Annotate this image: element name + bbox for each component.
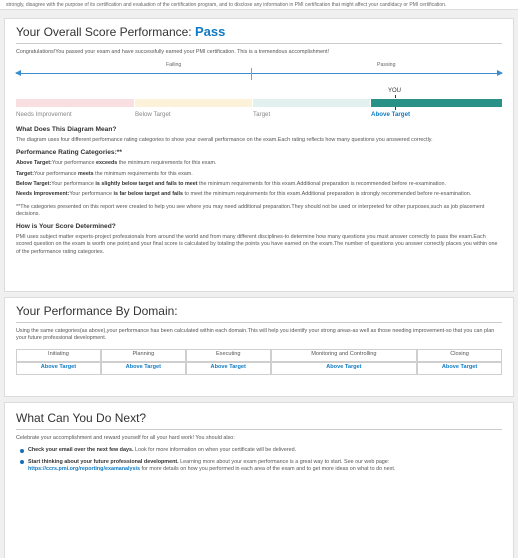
score-determined-heading: How is Your Score Determined? [16, 223, 116, 231]
domain-result: Above Target [16, 362, 101, 375]
rating-definition [16, 160, 502, 167]
score-diagram [16, 62, 502, 122]
domain-names-row [16, 349, 502, 362]
next-steps-list [16, 447, 502, 473]
bar-needs-improvement [16, 99, 134, 107]
domain-result: Above Target [101, 362, 186, 375]
pass-fail-divider [251, 68, 252, 80]
item-bold: Check your email over the next few days. [28, 447, 134, 454]
domain-name: Initiating [16, 349, 101, 362]
bar-above-target [371, 99, 502, 107]
rating-text: Your performance [51, 160, 96, 167]
rating-definitions [16, 160, 502, 198]
next-steps-heading: What Can You Do Next? [16, 411, 147, 425]
item-text: Look for more information on when your certificate will be delivered. [133, 447, 297, 454]
passing-label: Passing [377, 62, 396, 69]
overall-score-heading [16, 25, 502, 39]
rating-text: the minimum requirements for this exam.Additional preparation is recommended before re-examination. [197, 180, 446, 187]
categories-footnote: **The categories presented on this report were created to help you see where you may need additional preparation.They should not be used or interpreted for other purposes,such as job placement decisions. [16, 203, 485, 217]
heading-divider [16, 322, 502, 323]
next-steps-card [4, 402, 514, 558]
scale-arrow-line [16, 73, 502, 74]
result-pass: Pass [194, 24, 226, 39]
you-marker: YOU [388, 88, 402, 95]
item-text-after: for more details on how you performed in each area of the exam and to get more ideas on what to do next. [140, 465, 396, 472]
rating-definition [16, 171, 502, 178]
overall-score-title: Your Overall Score Performance: [16, 25, 192, 39]
rating-text: the minimum requirements for this exam. [93, 170, 193, 177]
rating-term: Target: [16, 170, 34, 177]
domain-name: Closing [417, 349, 502, 362]
domain-results-row [16, 362, 502, 375]
label-target: Target [253, 111, 271, 119]
rating-emphasis: meets [78, 170, 94, 177]
failing-label: Failing [166, 62, 182, 69]
rating-categories-heading: Performance Rating Categories:** [16, 149, 122, 157]
diagram-meaning-heading: What Does This Diagram Mean? [16, 126, 117, 134]
above-target-tick [395, 107, 396, 110]
diagram-meaning-text: The diagram uses four different performance rating categories to show your overall performance on the exam.Each rating reflects how many questions you answered correctly. [16, 137, 433, 144]
arrow-left-icon [15, 70, 21, 76]
domain-result: Above Target [186, 362, 271, 375]
rating-text: Your performance [33, 170, 79, 177]
exam-analysis-link[interactable]: https://ccrs.pmi.org/reporting/examanalysis [28, 465, 141, 472]
rating-emphasis: is far below target and fails [113, 191, 183, 198]
rating-emphasis: exceeds [96, 160, 118, 167]
domain-result: Above Target [271, 362, 417, 375]
next-steps-intro: Celebrate your accomplishment and reward yourself for all your hard work! You should also: [16, 435, 235, 441]
item-text: Learning more about your exam performance is a great way to start. See our web page: [178, 458, 390, 465]
rating-emphasis: is slightly below target and fails to meet [95, 180, 198, 187]
rating-term: Below Target: [16, 180, 52, 187]
domain-table [16, 349, 502, 375]
rating-definition [16, 191, 502, 198]
rating-text: Your performance [51, 180, 96, 187]
rating-text: to meet the minimum requirements for this exam.Additional preparation is strongly recommended before re-examination. [182, 191, 472, 198]
domain-name: Planning [101, 349, 186, 362]
rating-definition [16, 181, 502, 188]
bullet-icon [20, 449, 24, 453]
list-item [16, 459, 502, 474]
label-above-target: Above Target [371, 111, 411, 119]
rating-text: Your performance [69, 191, 114, 198]
score-determined-text: PMI uses subject matter experts-project professionals from around the world and from many different disciplines-to determine how many questions you must answer correctly to pass the exam.Each scored question on the exam is worth one point;and your final score is calculated by totaling the points you have earned on the exam.The number of questions you answer correctly places you within one of the performance rating categories. [16, 234, 498, 255]
item-bold: Start thinking about your future professional development. [28, 458, 179, 465]
rating-text: the minimum requirements for this exam. [117, 160, 217, 167]
arrow-right-icon [497, 70, 503, 76]
you-marker-tick [395, 95, 396, 98]
bullet-icon [20, 460, 24, 464]
congrats-text: Congratulations!You passed your exam and have successfully earned your PMI certification. This is a tremendous accomplishment! [16, 49, 330, 55]
domain-result: Above Target [417, 362, 502, 375]
heading-divider [16, 43, 502, 44]
list-item [16, 447, 502, 454]
domain-heading: Your Performance By Domain: [16, 304, 178, 318]
label-below-target: Below Target [135, 111, 171, 119]
domain-performance-card [4, 297, 514, 397]
domain-intro-text: Using the same categories(as above),your performance has been calculated within each domain.This will help you identify your strong areas-as well as those needing improvement-so that you can plan your future professional development. [16, 328, 495, 342]
top-text-fragment: strongly, disagree with the purpose of its certification and evaluation of the certification program, and to disclose any information in PMI certification that might affect your candidacy or PMI certification. [0, 0, 518, 10]
label-needs-improvement: Needs Improvement [16, 111, 72, 119]
rating-term: Needs Improvement: [16, 191, 70, 198]
overall-score-card [4, 18, 514, 292]
bar-below-target [135, 99, 252, 107]
domain-name: Monitoring and Controlling [271, 349, 417, 362]
domain-name: Executing [186, 349, 271, 362]
rating-term: Above Target: [16, 160, 52, 167]
heading-divider [16, 429, 502, 430]
bar-target [253, 99, 370, 107]
